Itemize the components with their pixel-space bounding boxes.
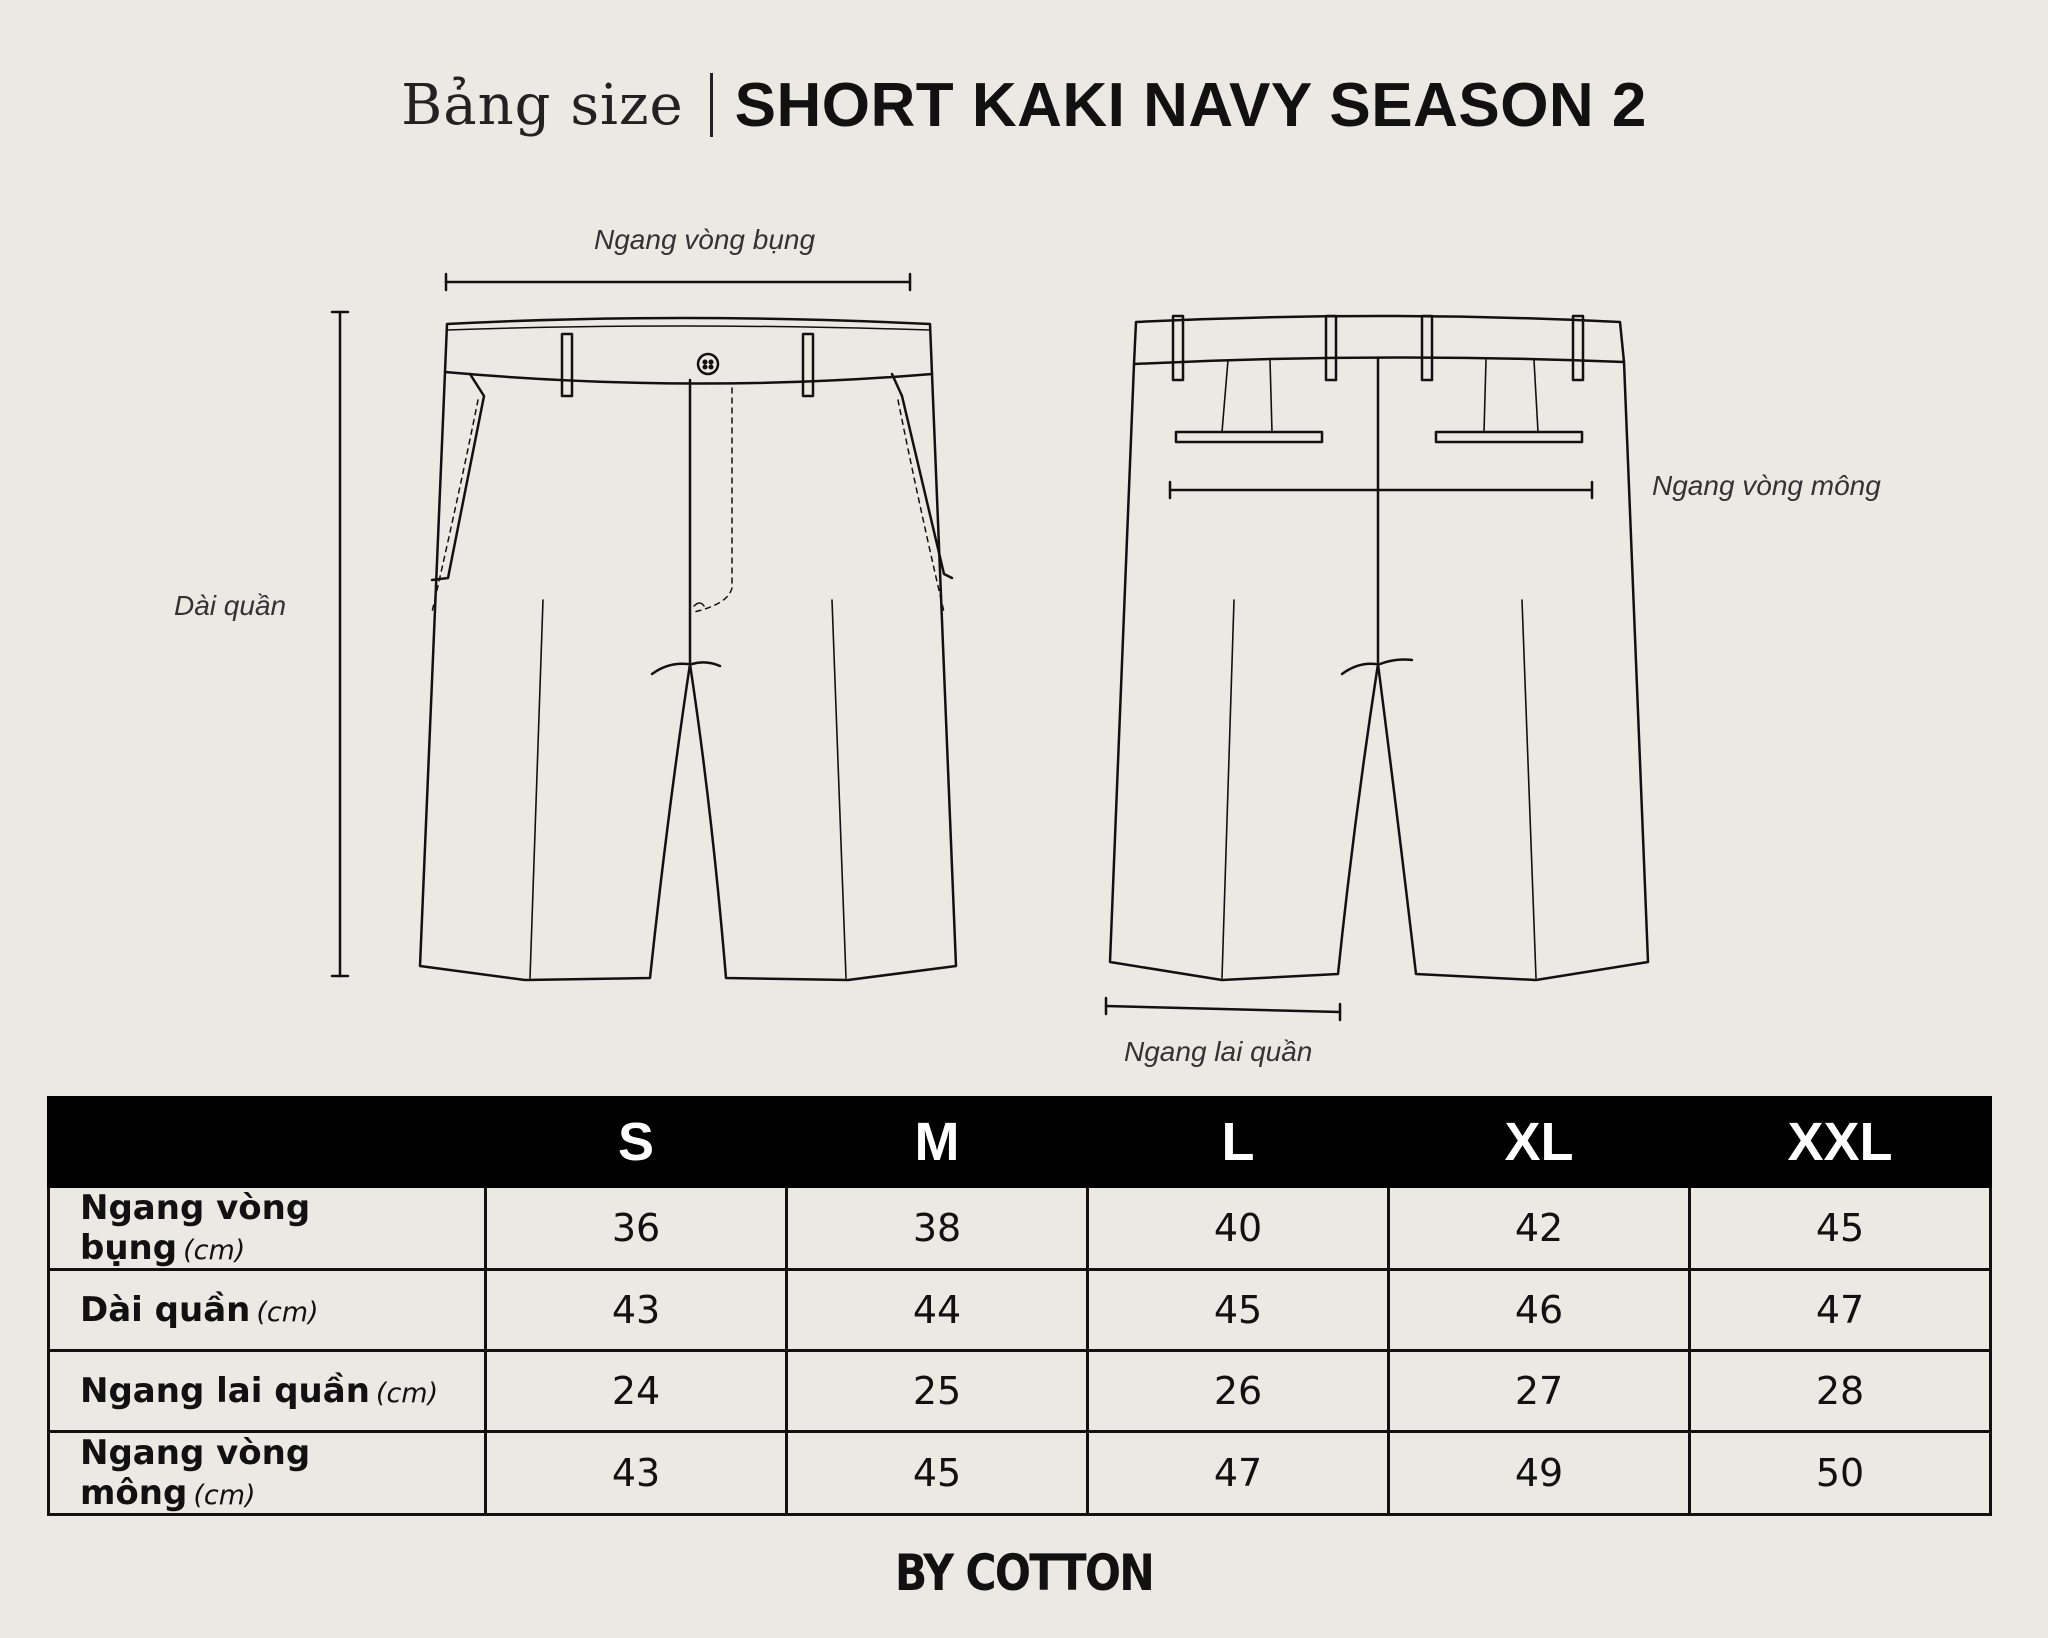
size-header-m: M [787, 1098, 1088, 1187]
table-corner-cell [49, 1098, 486, 1187]
row-label-text: Ngang vòng bụng [80, 1188, 311, 1268]
hip-measure-line [1170, 482, 1592, 498]
table-cell: 49 [1389, 1432, 1690, 1515]
hip-label: Ngang vòng mông [1652, 470, 1881, 501]
table-cell: 42 [1389, 1187, 1690, 1270]
row-label [49, 1432, 486, 1515]
table-cell: 45 [787, 1432, 1088, 1515]
size-chart-table [47, 1096, 1992, 1516]
waist-label: Ngang vòng bụng [594, 224, 816, 255]
table-row [49, 1351, 1991, 1432]
unit-label: (cm) [375, 1378, 439, 1409]
table-cell: 43 [486, 1432, 787, 1515]
row-label-text: Ngang vòng mông [80, 1433, 311, 1513]
table-cell: 27 [1389, 1351, 1690, 1432]
row-label-text: Ngang lai quần [80, 1371, 370, 1411]
table-row [49, 1432, 1991, 1515]
table-cell: 26 [1088, 1351, 1389, 1432]
table-cell: 47 [1088, 1432, 1389, 1515]
shorts-back-view [1110, 316, 1648, 980]
hem-label: Ngang lai quần [1124, 1036, 1313, 1067]
table-cell: 28 [1690, 1351, 1991, 1432]
brand-logo: BY COTTON [894, 1544, 1154, 1602]
table-header-row [49, 1098, 1991, 1187]
unit-label: (cm) [193, 1480, 256, 1511]
table-cell: 44 [787, 1270, 1088, 1351]
waist-measure-line [446, 274, 910, 290]
table-row [49, 1270, 1991, 1351]
title-prefix: Bảng size [401, 72, 684, 138]
unit-label: (cm) [256, 1297, 319, 1328]
length-measure-line [332, 312, 348, 976]
product-name: SHORT KAKI NAVY SEASON 2 [734, 70, 1647, 140]
table-cell: 47 [1690, 1270, 1991, 1351]
size-header-l: L [1088, 1098, 1389, 1187]
table-cell: 46 [1389, 1270, 1690, 1351]
length-label: Dài quần [174, 590, 287, 621]
table-cell: 43 [486, 1270, 787, 1351]
table-cell: 36 [486, 1187, 787, 1270]
size-header-xl: XL [1389, 1098, 1690, 1187]
size-header-xxl: XXL [1690, 1098, 1991, 1187]
row-label-text: Dài quần [80, 1290, 251, 1330]
row-label [49, 1187, 486, 1270]
table-cell: 38 [787, 1187, 1088, 1270]
table-cell: 25 [787, 1351, 1088, 1432]
unit-label: (cm) [183, 1235, 246, 1266]
table-cell: 45 [1690, 1187, 1991, 1270]
table-cell: 24 [486, 1351, 787, 1432]
size-header-s: S [486, 1098, 787, 1187]
table-cell: 40 [1088, 1187, 1389, 1270]
table-row [49, 1187, 1991, 1270]
shorts-front-view [420, 318, 956, 980]
hem-measure-line [1106, 998, 1340, 1020]
row-label [49, 1270, 486, 1351]
row-label [49, 1351, 486, 1432]
table-cell: 45 [1088, 1270, 1389, 1351]
table-cell: 50 [1690, 1432, 1991, 1515]
